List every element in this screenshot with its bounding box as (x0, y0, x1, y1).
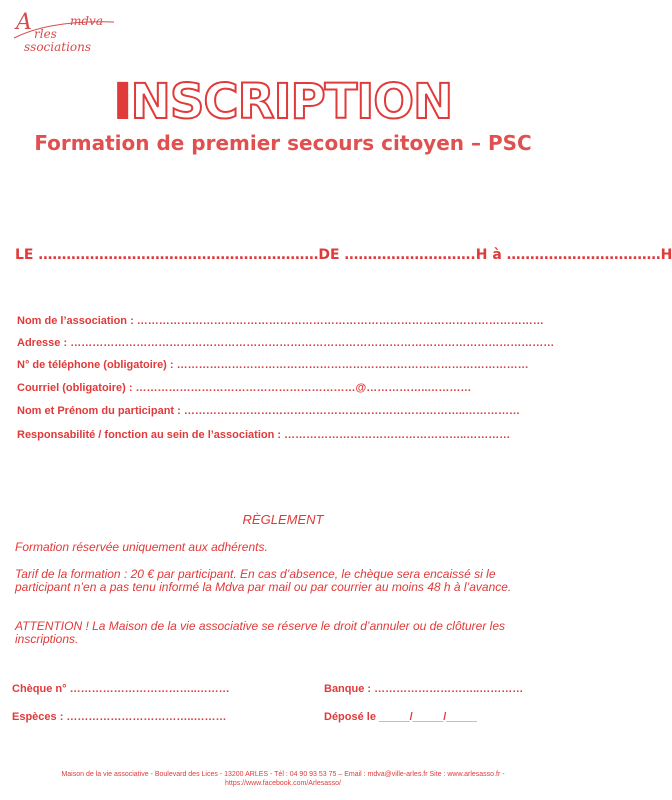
footer (0, 770, 566, 788)
association-name-field[interactable]: Nom de l’association : ………………………………………………………………………………………………… (17, 315, 544, 327)
subtitle: Formation de premier secours citoyen – PSC (34, 131, 532, 155)
participant-name-field[interactable]: Nom et Prénom du participant : …………………………………………………………………..…………… (17, 405, 520, 417)
email-field[interactable]: Courriel (obligatoire) : ……………………………………………………@……………..………… (17, 382, 472, 394)
cheque-field[interactable]: Chèque n° ……………………………..……… (12, 683, 230, 695)
date-time-field[interactable]: LE ……………………………………………………DE ……………………….H à ……………………………H (15, 247, 672, 263)
footer-facebook-link[interactable]: https://www.facebook.com/Arlesasso/ (225, 780, 341, 787)
especes-field[interactable]: Espèces : ……………………………..……… (12, 711, 227, 723)
logo-mdva: mdva (70, 14, 103, 28)
depose-date-field[interactable]: Déposé le _____/_____/_____ (324, 711, 477, 723)
logo-associations: ssociations (24, 40, 92, 54)
logo-rles: rles (34, 27, 57, 41)
reglement-paragraph: Formation réservée uniquement aux adhérents. (15, 540, 268, 554)
role-field[interactable]: Responsabilité / fonction au sein de l’association : …………………………………………..………… (17, 429, 511, 441)
page-title (0, 72, 566, 132)
banque-field[interactable]: Banque : ………………………..………… (324, 683, 524, 695)
logo-letter: A (16, 10, 32, 35)
phone-field[interactable]: N° de téléphone (obligatoire) : …………………………………………………………………………………… (17, 359, 529, 371)
mdva-logo (10, 8, 120, 56)
title-first-letter: I (113, 74, 131, 130)
address-field[interactable]: Adresse : …………………………………………………………………………………………………………………… (17, 337, 555, 349)
reglement-paragraph: Tarif de la formation : 20 € par participant. En cas d’absence, le chèque sera encaissé si le participant n’en a pas tenu informé la Mdva par mail ou par courrier au moins 48 h à l’avance. (15, 567, 512, 594)
footer-address: Maison de la vie associative - Boulevard des Lices - 13200 ARLES - Tél : 04 90 93 53 75 – Email : mdva@ville-arles.fr Site : www.arlesasso.fr - (61, 771, 505, 778)
reglement-title: RÈGLEMENT (242, 512, 324, 527)
reglement-paragraph: ATTENTION ! La Maison de la vie associative se réserve le droit d’annuler ou de clôturer les inscriptions. (15, 619, 505, 646)
title-rest: NSCRIPTION (130, 74, 453, 130)
